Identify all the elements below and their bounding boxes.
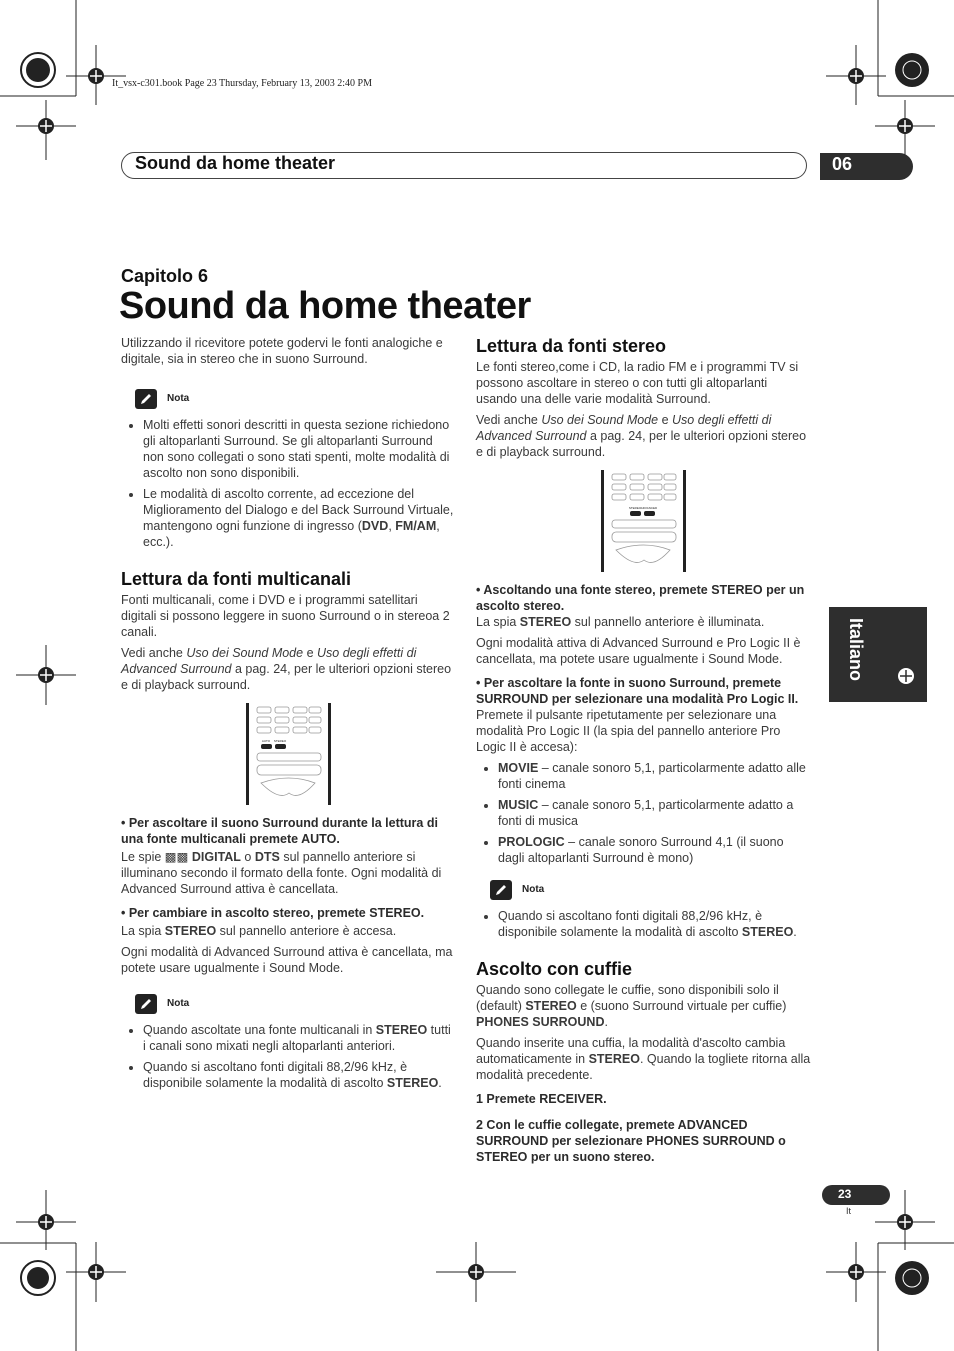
paragraph: Le spie ▩▩ DIGITAL o DTS sul pannello anteriore si illuminano secondo il formato della fonte. Ogni modalità di Advanced Surround attiva è cancellata. bbox=[121, 850, 442, 896]
left-column bbox=[121, 335, 456, 1096]
note-heading bbox=[135, 389, 456, 409]
intro-text: Utilizzando il ricevitore potete godervi le fonti analogiche e digitale, sia in stereo che in suono Surround. bbox=[121, 336, 443, 366]
page-number-badge bbox=[822, 1185, 890, 1205]
list-item: • MOVIE – canale sonoro 5,1, particolarmente adatto alle fonti cinema bbox=[498, 760, 811, 792]
paragraph: Ogni modalità di Advanced Surround attiva è cancellata, ma potete usare ugualmente i Sound Mode. bbox=[121, 945, 453, 975]
step: 2 Con le cuffie collegate, premete ADVANCED SURROUND per selezionare PHONES SURROUND o STEREO per un suono stereo. bbox=[476, 1118, 786, 1164]
pencil-icon bbox=[135, 389, 157, 409]
note-list bbox=[121, 417, 456, 550]
paragraph: Vedi anche Uso dei Sound Mode e Uso degli effetti di Advanced Surround a pag. 24, per le ulteriori opzioni stereo e di playback surround. bbox=[476, 413, 807, 459]
paragraph: Quando sono collegate le cuffie, sono disponibili solo il (default) STEREO e (suono Surround virtuale per cuffie) PHONES SURROUND. bbox=[476, 983, 787, 1029]
remote-control-illustration bbox=[601, 470, 686, 572]
note-heading bbox=[135, 994, 456, 1014]
paragraph: La spia STEREO sul pannello anteriore è accesa. bbox=[121, 924, 397, 938]
page-language: It bbox=[846, 1206, 852, 1216]
remote-advanced-label: ADVANCED bbox=[640, 506, 658, 510]
language-tab bbox=[829, 607, 927, 702]
paragraph: Vedi anche Uso dei Sound Mode e Uso degli effetti di Advanced Surround a pag. 24, per le ulteriori opzioni stereo e di playback surround. bbox=[121, 646, 452, 692]
pencil-icon bbox=[490, 880, 512, 900]
page-title: Sound da home theater bbox=[119, 285, 531, 327]
remote-stereo-label: STEREO bbox=[628, 506, 642, 510]
list-item: • Quando si ascoltano fonti digitali 88,2/96 kHz, è disponibile solamente la modalità di ascolto STEREO. bbox=[143, 1059, 456, 1091]
note-heading bbox=[490, 880, 811, 900]
list-item: • PROLOGIC – canale sonoro Surround 4,1 (il suono dagli altoparlanti Surround è mono) bbox=[498, 834, 811, 866]
note-label: Nota bbox=[167, 998, 190, 1009]
list-item: • Quando ascoltate una fonte multicanali in STEREO tutti i canali sono mixati negli altoparlanti anteriori. bbox=[143, 1022, 456, 1054]
section-heading-headphones: Ascolto con cuffie bbox=[476, 959, 633, 979]
remote-auto-label: AUTO bbox=[261, 739, 271, 743]
paragraph: Ogni modalità attiva di Advanced Surround e Pro Logic II è cancellata, ma potete usare ugualmente i Sound Mode. bbox=[476, 636, 801, 666]
section-heading-stereo: Lettura da fonti stereo bbox=[476, 336, 667, 356]
page-number: 23 bbox=[838, 1187, 852, 1201]
note-label: Nota bbox=[167, 393, 190, 404]
paragraph: Quando inserite una cuffia, la modalità d'ascolto cambia automaticamente in STEREO. Quando la togliete ritorna alla modalità precedente. bbox=[476, 1036, 811, 1082]
paragraph: La spia STEREO sul pannello anteriore è illuminata. bbox=[476, 615, 765, 629]
dolby-digital-icon: ▩▩ bbox=[164, 850, 192, 864]
note-list bbox=[476, 908, 811, 940]
list-item: • Molti effetti sonori descritti in questa sezione richiedono gli altoparlanti Surround. Se gli altoparlanti Surround non sono collegati o sono stati spenti, molte modalità di ascolto non sono disponibili. bbox=[143, 417, 456, 481]
chapter-badge-number: 06 bbox=[832, 154, 853, 174]
list-item: • Quando si ascoltano fonti digitali 88,2/96 kHz, è disponibile solamente la modalità di ascolto STEREO. bbox=[498, 908, 811, 940]
instruction: • Ascoltando una fonte stereo, premete STEREO per un ascolto stereo. bbox=[476, 583, 805, 613]
remote-control-illustration bbox=[246, 703, 331, 805]
instruction: • Per ascoltare il suono Surround durante la lettura di una fonte multicanali premete AUTO. bbox=[121, 816, 438, 846]
language-tab-label: Italiano bbox=[846, 618, 866, 682]
section-heading-multichannel: Lettura da fonti multicanali bbox=[121, 569, 352, 589]
note-list bbox=[121, 1022, 456, 1091]
step: 1 Premete RECEIVER. bbox=[476, 1092, 607, 1106]
language-tab-marker-icon bbox=[896, 666, 916, 686]
list-item: • Le modalità di ascolto corrente, ad eccezione del Miglioramento del Dialogo e del Back Surround Virtuale, mantengono ogni funzione di ingresso (DVD, FM/AM, ecc.). bbox=[143, 486, 456, 550]
paragraph: Fonti multicanali, come i DVD e i programmi satellitari digitali si possono leggere in suono Surround o in stereoa 2 canali. bbox=[121, 593, 450, 639]
list-item: • MUSIC – canale sonoro 5,1, particolarmente adatto a fonti di musica bbox=[498, 797, 811, 829]
instruction: • Per cambiare in ascolto stereo, premete STEREO. bbox=[121, 906, 425, 920]
chapter-label: Capitolo 6 bbox=[121, 266, 209, 286]
paragraph: Premete il pulsante ripetutamente per selezionare una modalità Pro Logic II (la spia del pannello anteriore Pro Logic II è accesa): bbox=[476, 708, 781, 754]
mode-list bbox=[476, 760, 811, 866]
instruction: • Per ascoltare la fonte in suono Surround, premete SURROUND per selezionare una modalità Pro Logic II. bbox=[476, 676, 799, 706]
file-info: It_vsx-c301.book Page 23 Thursday, February 13, 2003 2:40 PM bbox=[112, 78, 372, 89]
note-label: Nota bbox=[522, 884, 545, 895]
header-title: Sound da home theater bbox=[135, 153, 336, 173]
paragraph: Le fonti stereo,come i CD, la radio FM e i programmi TV si possono ascoltare in stereo o con tutti gli altoparlanti usando una delle varie modalità Surround. bbox=[476, 360, 799, 406]
right-column bbox=[476, 335, 811, 1170]
pencil-icon bbox=[135, 994, 157, 1014]
remote-stereo-label: STEREO bbox=[273, 739, 287, 743]
